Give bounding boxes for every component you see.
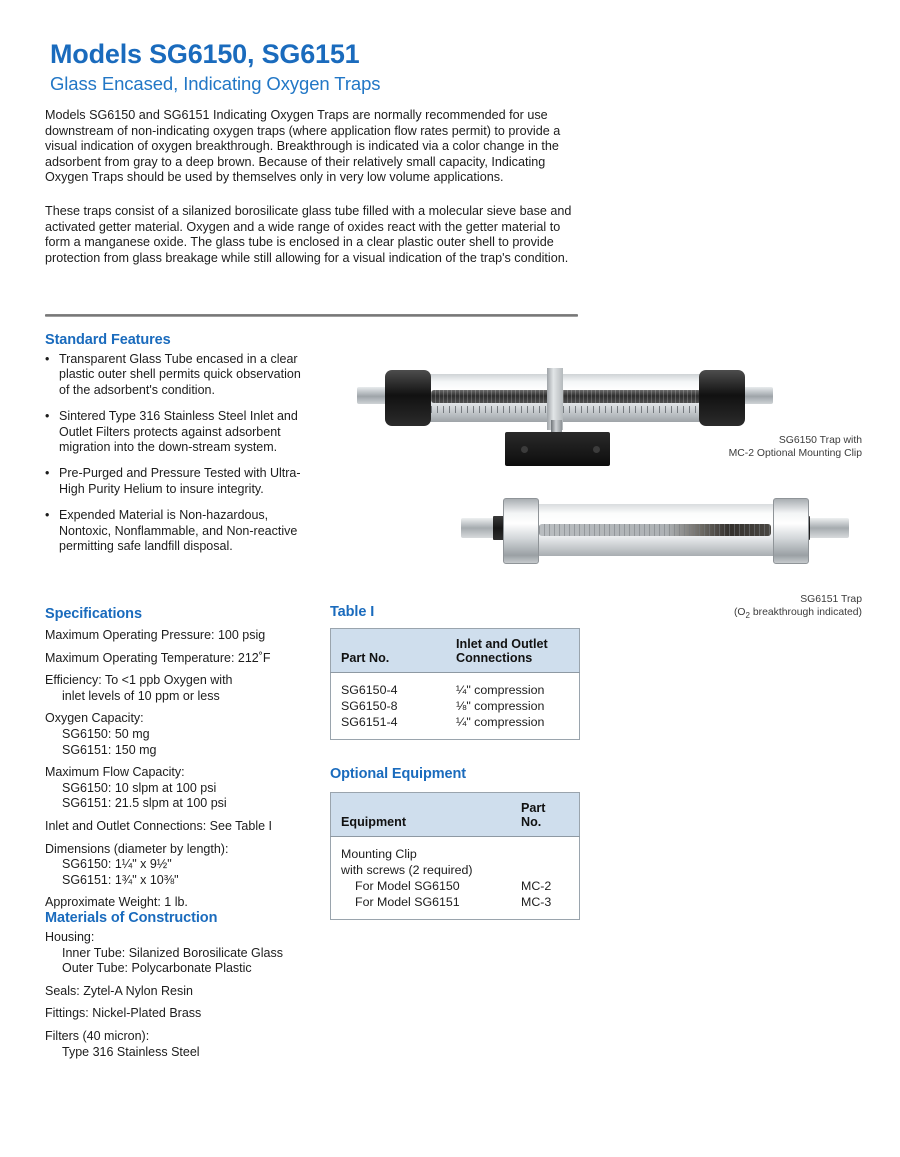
intro-paragraph-2 [45, 204, 579, 266]
sg6151-caption-line-1: SG6151 Trap [800, 594, 862, 605]
mounting-clip-screw-left [521, 446, 528, 453]
feature-item-text: Pre-Purged and Pressure Tested with Ultra-High Purity Helium to insure integrity. [59, 466, 301, 496]
table-one-col-connections-l1: Inlet and Outlet [456, 637, 548, 651]
specification-line: Approximate Weight: 1 lb. [45, 895, 188, 910]
sg6150-outlet-fitting [741, 387, 773, 404]
intro-paragraph-1-text: Models SG6150 and SG6151 Indicating Oxygen Traps are normally recommended for use downstream of non-indicating oxygen traps (where application flow rates permit) to provide a visual indication of oxygen breakthrough. Breakthrough is indicated via a color change in the adsorbent from gray to a deep brown. Because of their relatively small capacity, Indicating Oxygen Traps should be used by themselves only in very low volume applications. [45, 108, 561, 185]
table-row [331, 862, 580, 878]
table-one-heading: Table I [330, 604, 375, 620]
table-cell: For Model SG6151 [355, 895, 460, 909]
table-cell [511, 862, 580, 878]
sg6151-caption-line-2 [600, 606, 862, 622]
sg6150-adsorbent-bed [431, 390, 701, 403]
table-cell: Mounting Clip [341, 847, 417, 861]
feature-item-text: Transparent Glass Tube encased in a clear plastic outer shell permits quick observation of the adsorbent's condition. [59, 352, 301, 397]
table-cell [511, 837, 580, 863]
standard-features-heading: Standard Features [45, 332, 171, 348]
bullet-icon: • [45, 508, 50, 523]
sg6151-end-cap-right [773, 498, 809, 564]
optional-equipment-header-row [331, 793, 580, 837]
sg6150-figure-caption [600, 434, 862, 460]
specification-line: Maximum Operating Temperature: 212˚F [45, 650, 271, 665]
table-cell: MC-3 [521, 895, 552, 909]
specification-line: SG6150: 10 slpm at 100 psi [62, 780, 217, 795]
specification-line: SG6151: 21.5 slpm at 100 psi [62, 796, 227, 811]
material-line: Type 316 Stainless Steel [62, 1044, 200, 1059]
specification-line: Efficiency: To <1 ppb Oxygen with [45, 673, 233, 688]
table-row [331, 894, 580, 920]
optional-equipment-wrapper [330, 792, 580, 920]
sg6151-trap-photo [455, 490, 855, 585]
table-cell: with screws (2 required) [341, 863, 473, 877]
mounting-clip-screw-right [593, 446, 600, 453]
material-line: Filters (40 micron): [45, 1028, 150, 1043]
optional-equipment-col-part-no: Part No. [511, 793, 580, 837]
feature-item [45, 508, 313, 554]
sg6151-caption-subscript: 2 [745, 611, 750, 621]
table-row [331, 878, 580, 894]
sg6151-adsorbent-bed [539, 524, 771, 536]
specification-line: SG6151: 1¾" x 10⅜" [62, 872, 179, 887]
sg6151-caption-post: breakthrough indicated) [749, 607, 862, 618]
specification-line: SG6150: 1¼" x 9½" [62, 857, 172, 872]
specification-line: Oxygen Capacity: [45, 711, 144, 726]
sg6150-end-cap-left [385, 370, 431, 426]
table-cell: For Model SG6150 [355, 879, 460, 893]
table-cell: ¼" compression [456, 715, 545, 729]
feature-item [45, 352, 313, 398]
table-cell: MC-2 [521, 879, 552, 893]
feature-item-text: Expended Material is Non-hazardous, Nontoxic, Nonflammable, and Non-reactive permitting safe landfill disposal. [59, 508, 298, 554]
table-one-col-connections [446, 629, 580, 673]
table-cell: ⅛" compression [456, 699, 545, 713]
sg6151-caption-pre: (O [733, 607, 746, 618]
specification-line: Inlet and Outlet Connections: See Table I [45, 818, 273, 833]
page-subtitle: Glass Encased, Indicating Oxygen Traps [50, 72, 381, 94]
table-one-col-connections-l2: Connections [456, 651, 533, 665]
table-cell: SG6150-4 [341, 683, 398, 697]
feature-item [45, 466, 313, 497]
feature-item [45, 409, 313, 455]
material-line: Fittings: Nickel-Plated Brass [45, 1006, 202, 1021]
bullet-icon: • [45, 409, 50, 424]
standard-features-list [45, 352, 313, 565]
specification-line: SG6151: 150 mg [62, 742, 157, 757]
sg6151-outlet-fitting [805, 518, 849, 538]
table-row [331, 714, 580, 740]
material-line: Housing: [45, 930, 95, 944]
sg6150-caption-line-1: SG6150 Trap with [778, 435, 862, 446]
table-row [331, 673, 580, 699]
optional-equipment-heading: Optional Equipment [330, 766, 466, 782]
feature-item-text: Sintered Type 316 Stainless Steel Inlet and Outlet Filters protects against adsorbent migration into the down-stream system. [59, 409, 298, 455]
material-line: Outer Tube: Polycarbonate Plastic [62, 961, 252, 976]
materials-heading: Materials of Construction [45, 910, 218, 926]
optional-equipment-table [330, 792, 580, 920]
sg6150-tube-scale [431, 406, 699, 413]
table-one-col-part-no: Part No. [331, 629, 447, 673]
specification-line: inlet levels of 10 ppm or less [62, 688, 220, 703]
sg6151-figure-caption [600, 593, 862, 622]
material-line: Inner Tube: Silanized Borosilicate Glass [62, 945, 283, 960]
title-block [50, 40, 650, 95]
optional-equipment-col-equipment: Equipment [331, 793, 512, 837]
table-row [331, 837, 580, 863]
material-line: Seals: Zytel-A Nylon Resin [45, 983, 193, 998]
table-cell: SG6151-4 [341, 715, 398, 729]
sg6150-caption-line-2: MC-2 Optional Mounting Clip [728, 448, 862, 459]
horizontal-divider [45, 314, 578, 317]
intro-paragraph-2-text: These traps consist of a silanized borosilicate glass tube filled with a molecular sieve base and activated getter material. Oxygen and a wide range of oxides react with the getter material to form a manganese oxide. The glass tube is enclosed in a clear plastic outer shell to provide protection from glass breakage while still allowing for a visual indication of the trap's condition. [45, 204, 572, 265]
table-cell: ¼" compression [456, 683, 545, 697]
table-one [330, 628, 580, 740]
specifications-list [45, 628, 325, 911]
sg6151-end-cap-left [503, 498, 539, 564]
specifications-heading: Specifications [45, 606, 142, 622]
specification-line: Maximum Flow Capacity: [45, 765, 185, 780]
specification-line: SG6150: 50 mg [62, 726, 150, 741]
table-one-wrapper [330, 628, 580, 740]
table-one-header-row [331, 629, 580, 673]
intro-paragraph-1 [45, 108, 579, 186]
table-cell: SG6150-8 [341, 699, 398, 713]
materials-list [45, 930, 325, 1060]
table-row [331, 698, 580, 714]
specification-line: Dimensions (diameter by length): [45, 841, 229, 856]
bullet-icon: • [45, 352, 50, 366]
page-title: Models SG6150, SG6151 [50, 39, 360, 69]
specification-line: Maximum Operating Pressure: 100 psig [45, 628, 266, 642]
bullet-icon: • [45, 466, 50, 481]
sg6150-end-cap-right [699, 370, 745, 426]
